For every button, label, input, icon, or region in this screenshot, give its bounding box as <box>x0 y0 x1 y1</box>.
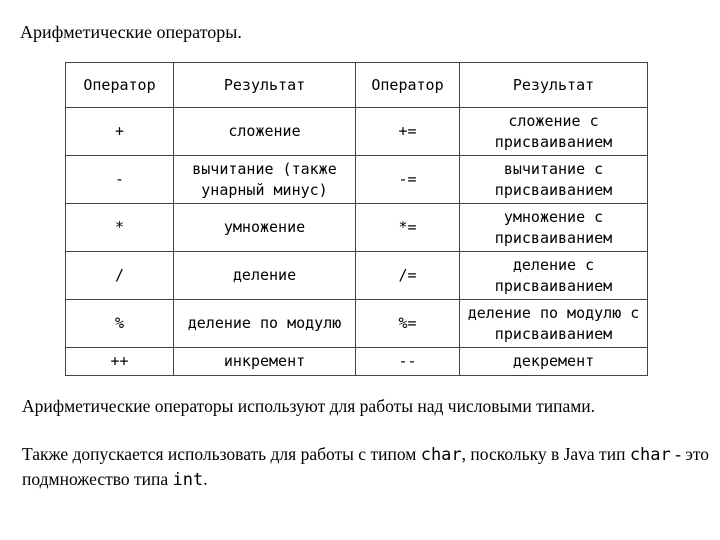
table-row <box>66 108 648 156</box>
result-cell: деление с присваиванием <box>460 252 648 300</box>
operator-cell: - <box>66 156 174 204</box>
operator-cell: + <box>66 108 174 156</box>
header-operator-2: Оператор <box>356 63 460 108</box>
result-cell: декремент <box>460 348 648 376</box>
operator-cell: /= <box>356 252 460 300</box>
code-int: int <box>172 470 204 490</box>
result-cell: вычитание (также унарный минус) <box>174 156 356 204</box>
table-row <box>66 252 648 300</box>
header-result-2: Результат <box>460 63 648 108</box>
operator-cell: += <box>356 108 460 156</box>
result-cell: умножение с присваиванием <box>460 204 648 252</box>
operator-cell: / <box>66 252 174 300</box>
paragraph-text: . <box>203 469 208 489</box>
table-row <box>66 204 648 252</box>
page-title: Арифметические операторы. <box>20 22 242 42</box>
result-cell: инкремент <box>174 348 356 376</box>
operator-cell: %= <box>356 300 460 348</box>
table-row <box>66 300 648 348</box>
operator-cell: -- <box>356 348 460 376</box>
result-cell: сложение <box>174 108 356 156</box>
paragraph-numeric-types: Арифметические операторы используют для работы над числовыми типами. <box>22 396 596 416</box>
result-cell: деление <box>174 252 356 300</box>
operator-cell: * <box>66 204 174 252</box>
code-char: char <box>420 445 462 465</box>
operator-cell: % <box>66 300 174 348</box>
table-row <box>66 156 648 204</box>
paragraph-char-type <box>22 442 720 492</box>
operators-table <box>65 62 648 376</box>
header-operator-1: Оператор <box>66 63 174 108</box>
result-cell: сложение с присваиванием <box>460 108 648 156</box>
operator-cell: ++ <box>66 348 174 376</box>
result-cell: умножение <box>174 204 356 252</box>
paragraph-text: - это подмножество типа <box>22 444 710 489</box>
paragraph-text: , поскольку в Java тип <box>461 444 630 464</box>
table-row <box>66 348 648 376</box>
header-result-1: Результат <box>174 63 356 108</box>
table-header-row <box>66 63 648 108</box>
result-cell: деление по модулю с присваиванием <box>460 300 648 348</box>
operator-cell: -= <box>356 156 460 204</box>
result-cell: деление по модулю <box>174 300 356 348</box>
result-cell: вычитание с присваиванием <box>460 156 648 204</box>
code-char: char <box>629 445 671 465</box>
paragraph-text: Также допускается использовать для работы с типом <box>22 444 421 464</box>
operator-cell: *= <box>356 204 460 252</box>
